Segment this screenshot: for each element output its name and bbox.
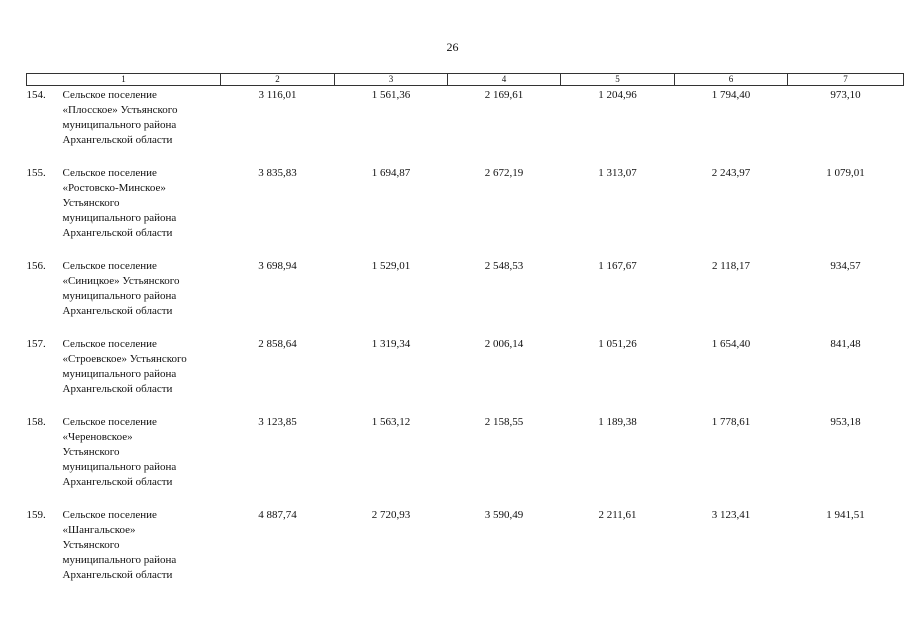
settlement-name-cell bbox=[27, 337, 221, 415]
row-number: 157. bbox=[26, 338, 46, 350]
settlement-name-line: муниципального района bbox=[62, 461, 177, 473]
value-cell-col-5: 1 051,26 bbox=[598, 338, 637, 350]
settlement-name-line: Устьянского bbox=[62, 446, 120, 458]
table-body bbox=[27, 86, 904, 602]
row-number: 154. bbox=[26, 89, 46, 101]
settlement-name-line: Архангельской области bbox=[62, 476, 173, 488]
settlement-name-line: Архангельской области bbox=[62, 227, 173, 239]
value-cell-col-3: 1 529,01 bbox=[371, 260, 411, 272]
value-cell-col-3: 1 563,12 bbox=[371, 416, 411, 428]
value-cell-col-2: 3 698,94 bbox=[258, 260, 297, 272]
table-row bbox=[27, 508, 904, 601]
settlement-name-line: Сельское поселение bbox=[62, 509, 157, 521]
settlement-name-cell bbox=[27, 166, 221, 259]
settlement-name-cell bbox=[27, 86, 221, 167]
value-cell-col-6: 2 118,17 bbox=[711, 260, 751, 272]
table-row bbox=[27, 166, 904, 259]
value-cell-col-7: 1 941,51 bbox=[826, 509, 865, 521]
value-cell-col-4: 2 169,61 bbox=[484, 89, 524, 101]
value-cell-col-7: 953,18 bbox=[830, 416, 861, 428]
table-row bbox=[27, 86, 904, 167]
settlement-name-line: «Строевское» Устьянского bbox=[62, 353, 187, 365]
value-cell-col-7: 841,48 bbox=[830, 338, 861, 350]
value-cell-col-3: 1 319,34 bbox=[371, 338, 411, 350]
table-row bbox=[27, 415, 904, 508]
settlement-name-cell bbox=[27, 259, 221, 337]
settlement-name-line: «Ростовско-Минское» bbox=[62, 182, 166, 194]
column-header: 2 bbox=[221, 74, 335, 86]
value-cell-col-5: 1 189,38 bbox=[598, 416, 637, 428]
table-row bbox=[27, 259, 904, 337]
value-cell-col-6: 1 778,61 bbox=[711, 416, 751, 428]
settlement-name-line: муниципального района bbox=[62, 119, 177, 131]
row-number: 159. bbox=[26, 509, 46, 521]
value-cell-col-7: 1 079,01 bbox=[826, 167, 865, 179]
value-cell-col-2: 2 858,64 bbox=[258, 338, 297, 350]
settlement-name-line: муниципального района bbox=[62, 290, 177, 302]
value-cell-col-6: 1 654,40 bbox=[711, 338, 751, 350]
settlement-name-line: Сельское поселение bbox=[62, 167, 157, 179]
settlement-name-line: Архангельской области bbox=[62, 383, 173, 395]
settlement-name-line: Сельское поселение bbox=[62, 89, 157, 101]
data-table bbox=[26, 73, 904, 601]
value-cell-col-6: 1 794,40 bbox=[711, 89, 751, 101]
settlement-name-line: «Синицкое» Устьянского bbox=[62, 275, 180, 287]
column-header: 3 bbox=[335, 74, 448, 86]
settlement-name-line: Архангельской области bbox=[62, 305, 173, 317]
value-cell-col-7: 973,10 bbox=[830, 89, 861, 101]
settlement-name-line: муниципального района bbox=[62, 554, 177, 566]
column-header: 7 bbox=[788, 74, 904, 86]
value-cell-col-6: 3 123,41 bbox=[711, 509, 751, 521]
value-cell-col-5: 1 204,96 bbox=[598, 89, 637, 101]
settlement-name-line: «Плосское» Устьянского bbox=[62, 104, 178, 116]
column-number-row bbox=[27, 74, 904, 86]
value-cell-col-6: 2 243,97 bbox=[711, 167, 751, 179]
settlement-name-cell bbox=[27, 415, 221, 508]
value-cell-col-5: 1 167,67 bbox=[598, 260, 637, 272]
settlement-name-line: муниципального района bbox=[62, 212, 177, 224]
value-cell-col-3: 1 694,87 bbox=[371, 167, 411, 179]
value-cell-col-4: 2 006,14 bbox=[484, 338, 524, 350]
column-header: 1 bbox=[27, 74, 221, 86]
settlement-name-line: Архангельской области bbox=[62, 134, 173, 146]
value-cell-col-4: 2 158,55 bbox=[484, 416, 524, 428]
value-cell-col-2: 4 887,74 bbox=[258, 509, 297, 521]
settlement-name-line: Устьянского bbox=[62, 539, 120, 551]
value-cell-col-3: 1 561,36 bbox=[371, 89, 411, 101]
settlement-name-line: «Череновское» bbox=[62, 431, 133, 443]
value-cell-col-7: 934,57 bbox=[830, 260, 861, 272]
column-header: 4 bbox=[448, 74, 561, 86]
value-cell-col-3: 2 720,93 bbox=[371, 509, 411, 521]
value-cell-col-2: 3 116,01 bbox=[258, 89, 297, 101]
column-header: 6 bbox=[675, 74, 788, 86]
settlement-name-line: муниципального района bbox=[62, 368, 177, 380]
settlement-name-line: Архангельской области bbox=[62, 569, 173, 581]
settlement-name-line: Сельское поселение bbox=[62, 338, 157, 350]
settlement-name-line: Сельское поселение bbox=[62, 416, 157, 428]
data-table-container bbox=[26, 73, 903, 601]
row-number: 155. bbox=[26, 167, 46, 179]
value-cell-col-2: 3 835,83 bbox=[258, 167, 297, 179]
row-number: 158. bbox=[26, 416, 46, 428]
settlement-name-line: Устьянского bbox=[62, 197, 120, 209]
value-cell-col-4: 2 548,53 bbox=[484, 260, 524, 272]
row-number: 156. bbox=[26, 260, 46, 272]
value-cell-col-4: 3 590,49 bbox=[484, 509, 524, 521]
value-cell-col-5: 1 313,07 bbox=[598, 167, 637, 179]
table-row bbox=[27, 337, 904, 415]
column-header: 5 bbox=[561, 74, 675, 86]
value-cell-col-4: 2 672,19 bbox=[484, 167, 524, 179]
value-cell-col-2: 3 123,85 bbox=[258, 416, 297, 428]
table-header bbox=[27, 74, 904, 86]
settlement-name-line: «Шангальское» bbox=[62, 524, 136, 536]
settlement-name-cell bbox=[27, 508, 221, 601]
page-number: 26 bbox=[446, 40, 459, 54]
settlement-name-line: Сельское поселение bbox=[62, 260, 157, 272]
value-cell-col-5: 2 211,61 bbox=[598, 509, 637, 521]
